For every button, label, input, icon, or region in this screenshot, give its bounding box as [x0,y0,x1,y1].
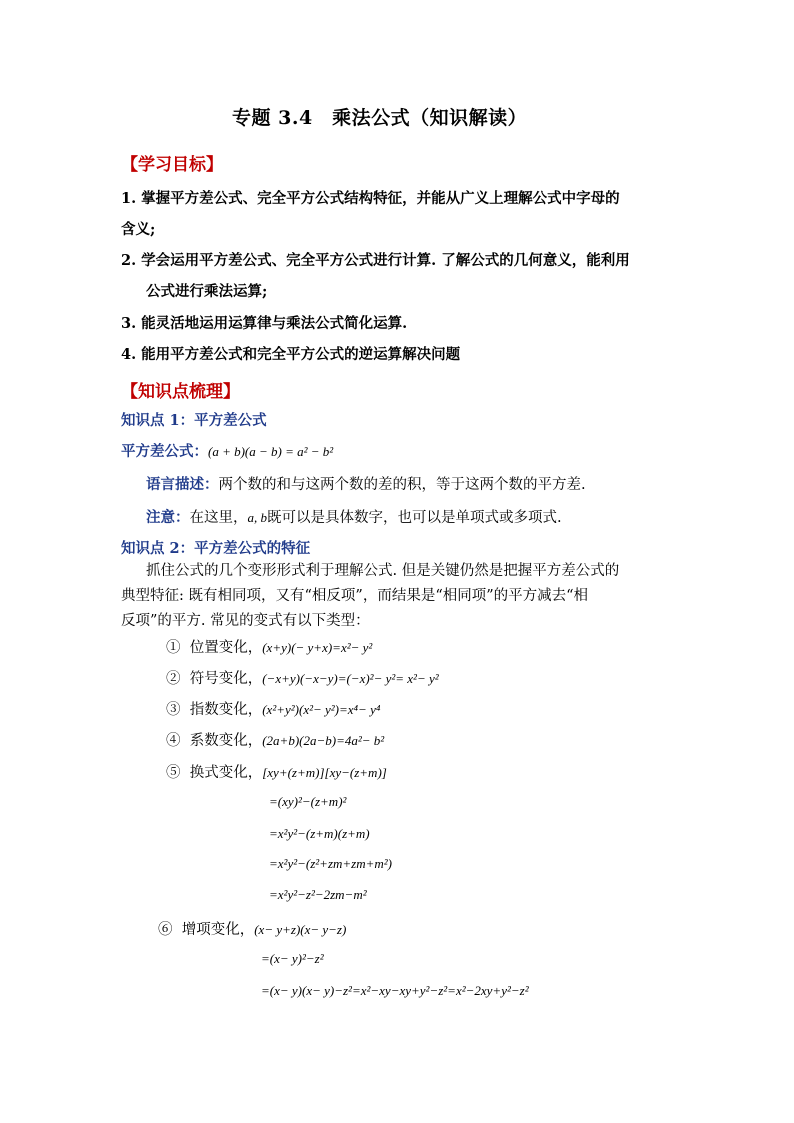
variant-number: ⑤ [166,765,181,781]
variant-label: 换式变化， [189,765,263,781]
variant-expression: [xy+(z+m)][xy−(z+m)] [262,765,387,780]
goal-item-2-cont: 公式进行乘法运算; [146,283,268,300]
note-variables: a, b [247,510,267,525]
note-line [146,506,562,527]
goal-item-4: 4. 能用平方差公式和完全平方公式的逆运算解决问题 [121,346,461,363]
difference-of-squares-formula: (a + b)(a − b) = a² − b² [208,444,334,459]
knowledge-point-1-title: 知识点 1：平方差公式 [121,412,267,429]
formula-label: 平方差公式： [121,443,208,460]
variant-expression: (−x+y)(−x−y)=(−x)²− y²= x²− y² [262,671,439,686]
feature-paragraph-line-3: 反项”的平方. 常见的变式有以下类型： [121,613,370,629]
variant-1 [166,636,372,657]
variant-expression: (2a+b)(2a−b)=4a²− b² [262,733,385,748]
knowledge-point-2-title: 知识点 2：平方差公式的特征 [121,540,311,557]
variant-number: ③ [166,702,181,718]
variant-expression: (x²+y²)(x²− y²)=x⁴− y⁴ [262,702,381,717]
variant-6 [158,918,346,939]
formula-line [121,440,333,461]
knowledge-heading: 【知识点梳理】 [121,382,240,402]
variant-number: ② [166,671,181,687]
variant-6-step-1: =(x− y)²−z² [261,951,324,966]
variant-5 [166,761,387,782]
variant-number: ① [166,640,181,656]
variant-3 [166,698,380,719]
goal-item-1: 1. 掌握平方差公式、完全平方公式结构特征，并能从广义上理解公式中字母的 [121,190,620,207]
variant-5-step-3: =x²y²−(z²+zm+zm+m²) [269,856,392,871]
goals-heading: 【学习目标】 [121,155,223,175]
variant-label: 增项变化， [181,922,255,938]
description-text: 两个数的和与这两个数的差的积，等于这两个数的平方差. [218,477,586,493]
variant-number: ④ [166,733,181,749]
description-line [146,473,586,494]
variant-label: 系数变化， [189,733,263,749]
variant-label: 位置变化， [189,640,263,656]
variant-5-step-2: =x²y²−(z+m)(z+m) [269,826,370,841]
variant-expression: (x− y+z)(x− y−z) [254,922,347,937]
note-label: 注意： [146,509,190,526]
page-title: 专题 3.4 乘法公式（知识解读） [232,107,528,129]
description-label: 语言描述： [146,476,219,493]
note-text-b: 既可以是具体数字，也可以是单项式或多项式. [267,510,562,526]
note-text-a: 在这里， [189,510,248,526]
variant-label: 指数变化， [189,702,263,718]
variant-5-step-4: =x²y²−z²−2zm−m² [269,887,367,902]
feature-paragraph-line-2: 典型特征: 既有相同项，又有“相反项”，而结果是“相同项”的平方减去“相 [121,588,589,604]
variant-label: 符号变化， [189,671,263,687]
variant-expression: (x+y)(− y+x)=x²− y² [262,640,373,655]
variant-2 [166,667,439,688]
goal-item-2: 2. 学会运用平方差公式、完全平方公式进行计算. 了解公式的几何意义，能利用 [121,252,630,269]
variant-4 [166,729,384,750]
variant-6-step-2: =(x− y)(x− y)−z²=x²−xy−xy+y²−z²=x²−2xy+y²−z² [261,983,529,998]
feature-paragraph-line-1: 抓住公式的几个变形形式利于理解公式. 但是关键仍然是把握平方差公式的 [146,563,620,579]
goal-item-3: 3. 能灵活地运用运算律与乘法公式简化运算. [121,315,408,332]
goal-item-1-cont: 含义; [121,221,156,238]
variant-5-step-1: =(xy)²−(z+m)² [269,794,347,809]
variant-number: ⑥ [158,922,173,938]
